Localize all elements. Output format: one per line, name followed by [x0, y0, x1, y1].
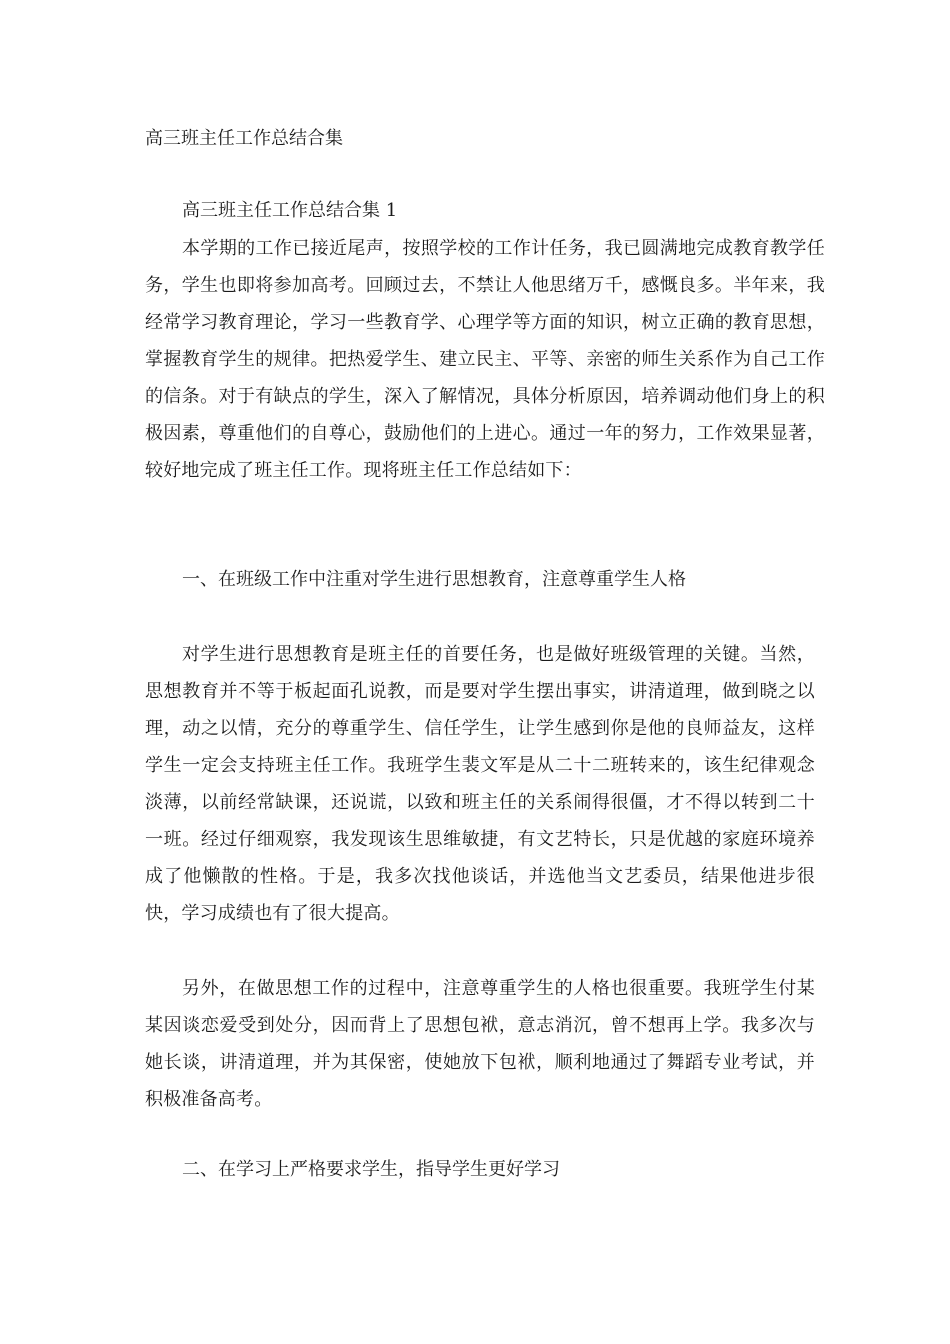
document-title: 高三班主任工作总结合集	[145, 128, 343, 149]
section-title: 高三班主任工作总结合集 1	[182, 200, 398, 221]
paragraph-1: 对学生进行思想教育是班主任的首要任务，也是做好班级管理的关键。当然，思想教育并不等于板起面孔说教，而是要对学生摆出事实，讲清道理，做到晓之以理，动之以情，充分的尊重学生、信任学生，让学生感到你是他的良师益友，这样学生一定会支持班主任工作。我班学生裴文军是从二十二班转来的，该生纪律观念淡薄，以前经常缺课，还说谎，以致和班主任的关系闹得很僵，才不得以转到二十一班。经过仔细观察，我发现该生思维敏捷，有文艺特长，只是优越的家庭环境养成了他懒散的性格。于是，我多次找他谈话，并选他当文艺委员，结果他进步很快，学习成绩也有了很大提高。	[145, 644, 815, 924]
heading-1: 一、在班级工作中注重对学生进行思想教育，注意尊重学生人格	[182, 569, 686, 590]
intro-paragraph: 本学期的工作已接近尾声，按照学校的工作计任务，我已圆满地完成教育教学任务，学生也即将参加高考。回顾过去，不禁让人他思绪万千，感慨良多。半年来，我经常学习教育理论，学习一些教育学、心理学等方面的知识，树立正确的教育思想，掌握教育学生的规律。把热爱学生、建立民主、平等、亲密的师生关系作为自己工作的信条。对于有缺点的学生，深入了解情况，具体分析原因，培养调动他们身上的积极因素，尊重他们的自尊心，鼓励他们的上进心。通过一年的努力，工作效果显著，较好地完成了班主任工作。现将班主任工作总结如下：	[145, 238, 825, 481]
heading-2: 二、在学习上严格要求学生，指导学生更好学习	[182, 1159, 560, 1180]
paragraph-2: 另外，在做思想工作的过程中，注意尊重学生的人格也很重要。我班学生付某某因谈恋爱受到处分，因而背上了思想包袱，意志消沉，曾不想再上学。我多次与她长谈，讲清道理，并为其保密，使她放下包袱，顺利地通过了舞蹈专业考试，并积极准备高考。	[145, 978, 815, 1110]
